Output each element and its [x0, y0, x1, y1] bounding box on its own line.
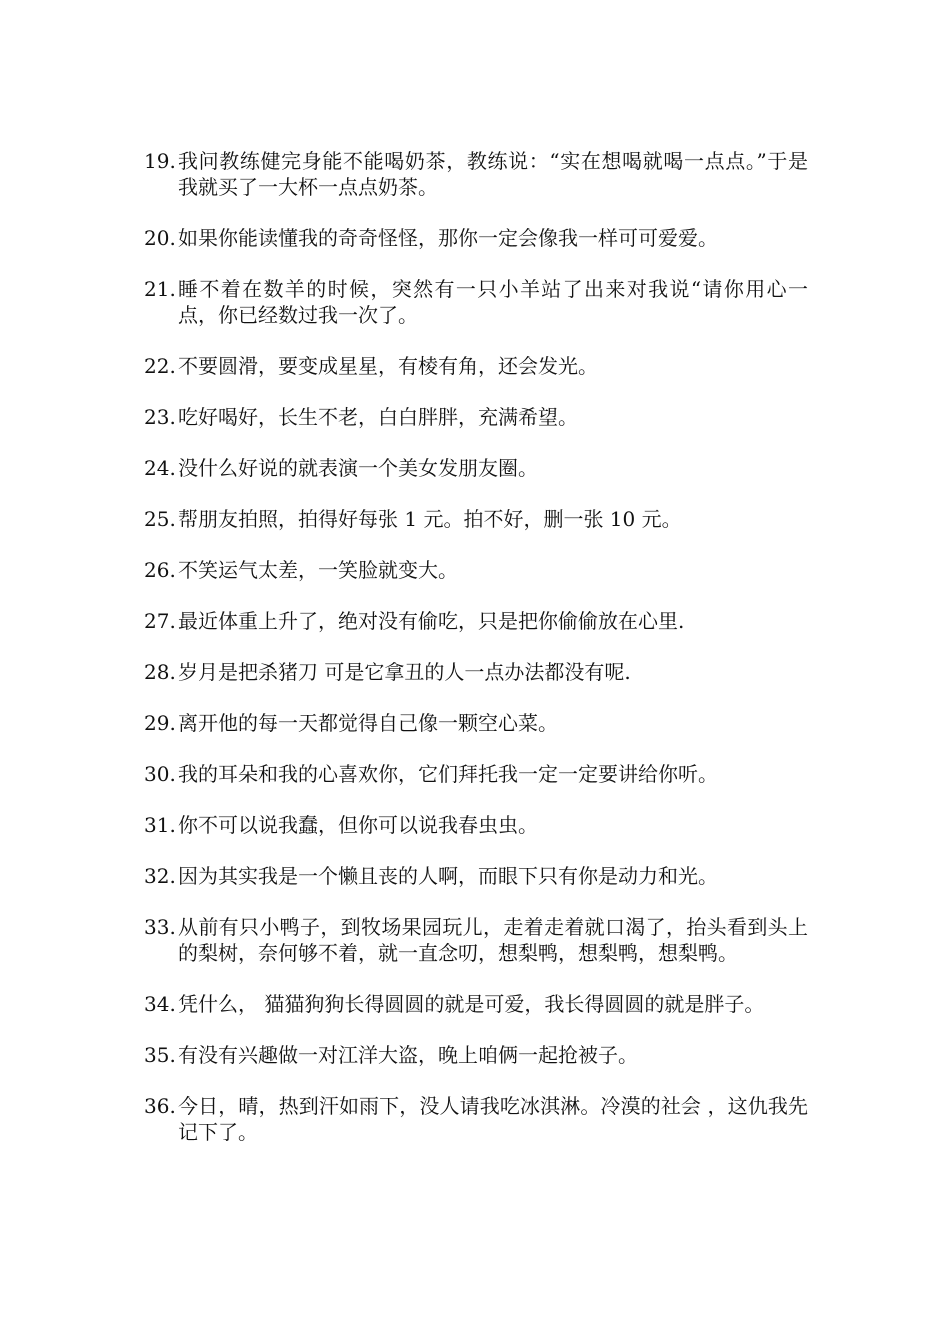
item-number: 35.	[144, 1043, 176, 1067]
list-item	[144, 557, 808, 583]
list-item	[144, 1093, 808, 1145]
item-text: 岁月是把杀猪刀 可是它拿丑的人一点办法都没有呢.	[178, 660, 631, 684]
item-text: 没什么好说的就表演一个美女发朋友圈。	[178, 456, 538, 480]
item-number: 26.	[144, 558, 176, 582]
list-item	[144, 1042, 808, 1068]
item-text: 有没有兴趣做一对江洋大盗，晚上咱俩一起抢被子。	[178, 1043, 638, 1067]
item-text: 我的耳朵和我的心喜欢你，它们拜托我一定一定要讲给你听。	[178, 762, 718, 786]
item-text: 今日，晴，热到汗如雨下，没人请我吃冰淇淋。冷漠的社会 ，这仇我先记下了。	[178, 1094, 808, 1144]
list-item	[144, 353, 808, 379]
list-item	[144, 455, 808, 481]
item-number: 21.	[144, 277, 176, 301]
list-item	[144, 276, 808, 328]
list-item	[144, 148, 808, 200]
list-item	[144, 812, 808, 838]
item-text: 不笑运气太差，一笑脸就变大。	[178, 558, 458, 582]
item-text: 如果你能读懂我的奇奇怪怪，那你一定会像我一样可可爱爱。	[178, 226, 718, 250]
item-number: 30.	[144, 762, 176, 786]
list-item	[144, 914, 808, 966]
item-text: 从前有只小鸭子，到牧场果园玩儿，走着走着就口渴了，抬头看到头上的梨树，奈何够不着，就一直念叨，想梨鸭，想梨鸭，想梨鸭。	[178, 915, 808, 965]
item-number: 22.	[144, 354, 176, 378]
item-number: 33.	[144, 915, 176, 939]
list-item	[144, 506, 808, 532]
list-item	[144, 863, 808, 889]
item-number: 19.	[144, 149, 176, 173]
list-item	[144, 991, 808, 1017]
list-item	[144, 404, 808, 430]
item-text: 睡不着在数羊的时候，突然有一只小羊站了出来对我说“请你用心一点，你已经数过我一次了。	[178, 277, 808, 327]
item-number: 29.	[144, 711, 176, 735]
item-number: 23.	[144, 405, 176, 429]
item-number: 34.	[144, 992, 176, 1016]
item-text: 吃好喝好，长生不老，白白胖胖，充满希望。	[178, 405, 578, 429]
list-item	[144, 659, 808, 685]
numbered-list	[144, 148, 808, 1170]
item-number: 36.	[144, 1094, 176, 1118]
list-item	[144, 225, 808, 251]
item-text: 帮朋友拍照，拍得好每张 1 元。拍不好，删一张 10 元。	[178, 507, 682, 531]
item-text: 你不可以说我蠢，但你可以说我春虫虫。	[178, 813, 538, 837]
item-text: 离开他的每一天都觉得自己像一颗空心菜。	[178, 711, 558, 735]
list-item	[144, 608, 808, 634]
item-number: 25.	[144, 507, 176, 531]
item-number: 27.	[144, 609, 176, 633]
item-text: 我问教练健完身能不能喝奶茶，教练说：“实在想喝就喝一点点。”于是我就买了一大杯一点点奶茶。	[178, 149, 808, 199]
item-number: 32.	[144, 864, 176, 888]
list-item	[144, 761, 808, 787]
item-text: 因为其实我是一个懒且丧的人啊，而眼下只有你是动力和光。	[178, 864, 718, 888]
item-text: 不要圆滑，要变成星星，有棱有角，还会发光。	[178, 354, 598, 378]
item-number: 28.	[144, 660, 176, 684]
list-item	[144, 710, 808, 736]
item-text: 凭什么， 猫猫狗狗长得圆圆的就是可爱，我长得圆圆的就是胖子。	[178, 992, 765, 1016]
item-number: 20.	[144, 226, 176, 250]
item-number: 24.	[144, 456, 176, 480]
item-text: 最近体重上升了，绝对没有偷吃，只是把你偷偷放在心里.	[178, 609, 685, 633]
item-number: 31.	[144, 813, 176, 837]
